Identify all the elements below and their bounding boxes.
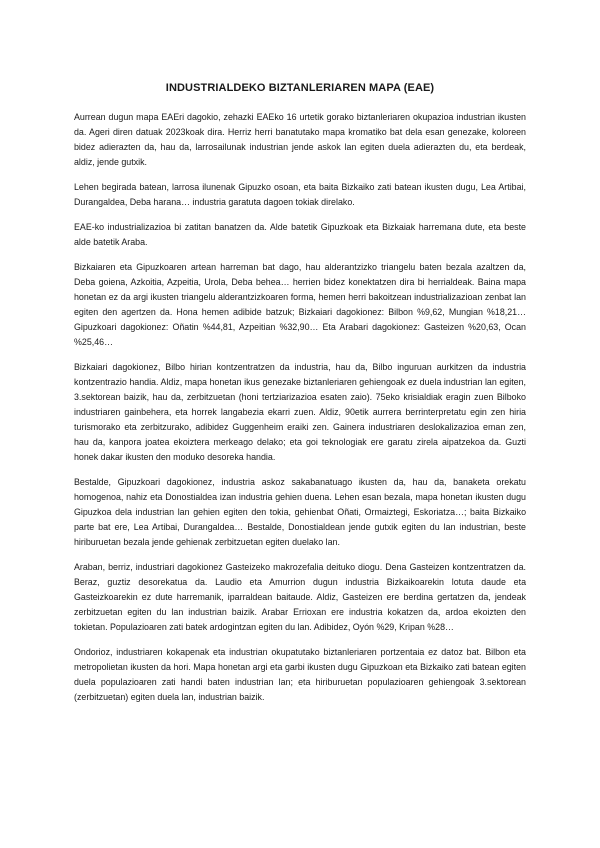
paragraph-bizkaia: Bizkaiari dagokionez, Bilbo hirian kontzentratzen da industria, hau da, Bilbo inguruan aurkitzen da industria kontzentrazio handia. Aldiz, mapa honetan ikus genezake biztanleriaren gehiengoak ez duela industrian lan egiten, 3.sektorean baizik, hau da, zerbitzuetan (honi tertziarizazioa esaten zaio). 75eko krisialdiak eragin zuen Bilboko industriaren gainbehera, eta horrek langabezia ekarri zuen. Aldiz, 90etik aurrera berrinterpretatu egin zen hiria turismorako eta zerbitzurako, adibidez Guggenheim eraiki zen. Gainera industriaren deslokalizazioa eman zen, hau da, kanpora joatea ekoiztera merkeago delako; eta goi teknologiak ere garatu zirela aipatzekoa da. Guzti honek dakar ikusten den moduko desoreka handia. [74, 361, 526, 463]
paragraph-first-look: Lehen begirada batean, larrosa ilunenak Gipuzko osoan, eta baita Bizkaiko zati batean ikusten dugu, Lea Artibai, Durangaldea, Deba harana… industria garatuta dagoen tokiak direlako. [74, 181, 526, 208]
document-title: INDUSTRIALDEKO BIZTANLERIAREN MAPA (EAE) [165, 82, 435, 94]
paragraph-bizkaia-gipuzkoa-relation: Bizkaiaren eta Gipuzkoaren artean harreman bat dago, hau alderantzizko triangelu baten bezala azaltzen da, Deba goiena, Azkoitia, Azpeitia, Urola, Deba behea… herrien bidez konektatzen dira bi herrialdeak. Baina mapa honetan ez da argi ikusten triangelu alderantzizkoaren forma, hemen herri bakoitzean industrializazioan zenbat lan egiten den agertzen da. Hona hemen adibide batzuk; Bizkaiari dagokionez: Bilbon %9,62, Mungian %18,21… Gipuzkoari dagokionez: Oñatin %44,81, Azpeitian %32,90… Eta Arabari dagokionez: Gasteizen %20,63, Ocan %25,46… [74, 261, 526, 347]
paragraph-gipuzkoa: Bestalde, Gipuzkoari dagokionez, industria askoz sakabanatuago ikusten da, hau da, banaketa orekatu homogenoa, nahiz eta Donostialdea izan industria gehien duena. Lehen esan bezala, mapa honetan ikusten dugu Gipuzkoa dela industrian lan gehien egiten den tokia, gehienbat Oñati, Ormaiztegi, Eskoriatza…; baita Bizkaiko parte bat ere, Lea Artibai, Durangaldea… Bestalde, Donostialdean jende gutxik egiten du lan industrian, beste hiriburuetan bezala jende gehienak zerbitzuetan egiten duelako lan. [74, 476, 526, 548]
paragraph-two-parts: EAE-ko industrializazioa bi zatitan banatzen da. Alde batetik Gipuzkoak eta Bizkaiak harremana dute, eta beste alde batetik Araba. [74, 221, 526, 247]
paragraph-intro: Aurrean dugun mapa EAEri dagokio, zehazki EAEko 16 urtetik gorako biztanleriaren okupazioa industrian ikusten da. Ageri diren datuak 2023koak dira. Herriz herri banatutako mapa kromatiko bat dela esan genezake, koloreen bidez adierazten da, hau da, larrosailunak industrian jende askok lan egiten duela adierazten du, eta berdeak, aldiz, jende gutxik. [74, 112, 526, 168]
paragraph-conclusion: Ondorioz, industriaren kokapenak eta industrian okupatutako biztanleriaren portzentaia ez datoz bat. Bilbon eta metropolietan ikusten da hori. Mapa honetan argi eta garbi ikusten dugu Gipuzkoan eta Bizkaiko zati batean egiten duela populazioaren zati handi baten industrian lan; eta hiriburuetan populazioaren gehiengoak 3.sektorean (zerbitzuetan) egiten duela lan, industrian baizik. [74, 647, 526, 703]
document-body [74, 110, 526, 715]
paragraph-araba: Araban, berriz, industriari dagokionez Gasteizeko makrozefalia deituko diogu. Dena Gasteizen kontzentratzen da. Beraz, guztiz desorekatua da. Laudio eta Amurrion dugun industria Bizkaikoarekin lotuta daude eta Gasteizkoarekin ez dute harremanik, iparraldean baitaude. Aldiz, Gasteizen ere berdina gertatzen da, jendeak zerbitzuetan egiten du lan industrian baizik. Arabar Errioxan ere industria kokatzen da, ardoa ekoizten den tokietan. Populazioaren zati batek ardogintzan egiten du lan. Adibidez, Oyón %29, Kripan %28… [74, 562, 526, 633]
